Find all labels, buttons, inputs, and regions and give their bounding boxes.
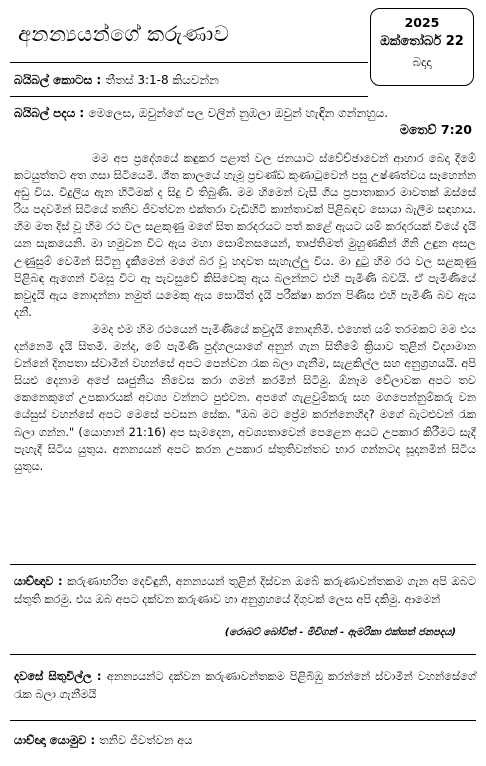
divider: [10, 96, 368, 97]
verse-row: බයිබල් පදය : මෙලෙස, ඔවුන්ගේ පල වලින් නුඹලා ඔවුන් හැඳින ගන්නහුය.: [14, 106, 389, 120]
prayer-focus-text: තනිව ජීවත්වන අය: [99, 733, 193, 747]
prayer-text: කරුණාභරිත දෙවිඳුනි, අනන්‍යයන් තුළින් දිස්වන ඔබේ කරුණාවන්තකම ගැන අපි ඔබට ස්තුති කරමු. එය ඔබ අපට දක්වන කරුණාව හා අනුග්‍රහයේ දිගුවක් ලෙස අපි දකිමු. ආමෙන්: [14, 574, 476, 606]
divider: [10, 564, 476, 565]
reading-text: තීතස් 3:1-8 කියවන්න: [105, 73, 219, 87]
body-paragraph: මමද එම හිම රථයෙන් පැමිණියේ කවුදැයි නොදනිමි. එහෙත් යම් තරමකට මම එය දන්නෙමි දැයි සිතමි. මන්ද, මේ පැමිණි පුද්ගලයාගේ අනුන් ගැන සිතීමේ ක්‍රියාව තුළින් විද්‍යාමාන වන්නේ දිනපතා ස්වාමීන් වහන්සේ අපට පෙන්වන රැක බලා ගැනීම, සැළකිල්ල සහ අනුග්‍රහයයි. අපි සියළු දෙනාම අපේ සෘජුනිය නිවෙස කරා ගමන් කරමින් සිටිමු. ඕනෑම වේලාවක අපට තව කෙනෙකුගේ උපකාරයක් අවශ්‍ය වන්නට පුළුවන. අපගේ ගැළවුම්කරු සහ මගපෙන්නුම්කරු වන යේසුස් වහන්සේ අපට මෙසේ පවසන සේක. "ඔබ මට ප්‍රේම කරන්නෙහිද? මගේ බැටළුවන් රැක බලා ගන්න." (යොහාන් 21:16) අප සැමදෙන, අවශ්‍යතාවෙන් පෙළෙන අයට උපකාර කිරීමට සැදී පැහැදී සිටිය යුතුය. අනන්‍යයන් අපට කරන උපකාර ස්තුතිවන්තව භාර ගන්නටද සූදානමින් සිටිය යුතුය.: [14, 321, 476, 473]
prayer-attribution: (රොබට් බෝවිත් - මිචිගන් - ඇමරිකා එක්සත් ජනපදය): [224, 627, 456, 638]
verse-text: මෙලෙස, ඔවුන්ගේ පල වලින් නුඹලා ඔවුන් හැඳින ගන්නහුය.: [88, 106, 389, 120]
thought-label: දවසේ සිතුවිල්ල: [14, 669, 92, 683]
reading-row: බයිබල් කොටස : තීතස් 3:1-8 කියවන්න: [14, 73, 219, 87]
devotional-body: [14, 150, 476, 475]
date-weekday: බදාදා: [412, 55, 432, 69]
prayer-focus-section: යාච්ඥා යොමුව : තනිව ජීවත්වන අය: [14, 733, 193, 747]
page-title: අනන්‍යයන්ගේ කරුණාව: [18, 22, 230, 46]
date-month-day: ඔක්තෝබර් 22: [380, 34, 464, 49]
divider: [10, 62, 368, 63]
verse-label: බයිබල් පදය: [14, 106, 76, 120]
prayer-label: යාච්ඥාව: [14, 574, 54, 588]
prayer-focus-label: යාච්ඥා යොමුව: [14, 733, 87, 747]
thought-text: අනන්‍යයන්ට දක්වන කරුණාවන්තකම පිළිබිඹු කරන්නේ ස්වාමීන් වහන්සේගේ රැක බලා ගැනීමයි: [14, 669, 476, 701]
date-year: 2025: [404, 15, 440, 30]
reading-label: බයිබල් කොටස: [14, 73, 93, 87]
prayer-section: යාච්ඥාව : කරුණාභරිත දෙවිඳුනි, අනන්‍යයන් තුළින් දිස්වන ඔබේ කරුණාවන්තකම ගැන අපි ඔබට ස්තුති කරමු. එය ඔබ අපට දක්වන කරුණාව හා අනුග්‍රහයේ දිගුවක් ලෙස අපි දකිමු. ආමෙන්: [14, 574, 476, 606]
divider: [10, 654, 476, 655]
verse-reference: මතෙව් 7:20: [399, 122, 472, 137]
thought-section: දවසේ සිතුවිල්ල : අනන්‍යයන්ට දක්වන කරුණාවන්තකම පිළිබිඹු කරන්නේ ස්වාමීන් වහන්සේගේ රැක බලා ගැනීමයි: [14, 669, 476, 701]
body-paragraph: මම අප ප්‍රදේශයේ කඳුකර පළාත් වල ජනයාට ස්වේච්ඡාවෙන් ආහාර බෙදා දීමේ කටයුත්තට අත ගසා සිටියෙමි. ශීත කාලයේ හැමූ ප්‍රචණ්ඩ කුණාටුවෙන් පසු උෂ්ණත්වය සෑහෙන්න අඩු විය. විදුලිය ඇන හිටීමක් ද සිදු වී තිබුණි. මම හිමෙන් වැසී ගිය ප්‍රපාතාකාර මාවතක් ඔස්සේ රිය පදවමින් සිටියේ තනිව ජීවත්වන එක්තරා වැඩිහිටි කාන්තාවක් පිළිබඳව සොයා බැලීම සඳහාය. හිම මත දිස් වූ හිම රථ වල සළකුණු මගේ සිත කරදරයට පත් කළේ ඇයට යම් කරදරයක් වියේ දැයි යන සැකයෙනි. මා හමුවන විට ඇය මහා සොම්නසයෙන්, තෘප්තිමත් මුහුණකින් ගිනි උඳුන අසල උණුසුම් වෙමින් සිටිනු දැකීමෙන් මගේ බර වූ හදවත සැහැල්ලු විය. මා දුටු හිම රථ වල සළකුණු පිළිබඳ ඇගෙන් විමසූ විට ඈ පැවසුවේ කිසිවෙකු ඇය බලන්නට එහි පැමිණි බවයි. ඒ පැමිණියේ කවුදැයි ඇය නොදන්නා නමුත් යමෙකු ඇය සොයිත් දැයි පරීක්ෂා කරන පිණිස එහි පැමිණි බව ඇය දනී.: [14, 151, 476, 319]
divider: [10, 720, 476, 721]
